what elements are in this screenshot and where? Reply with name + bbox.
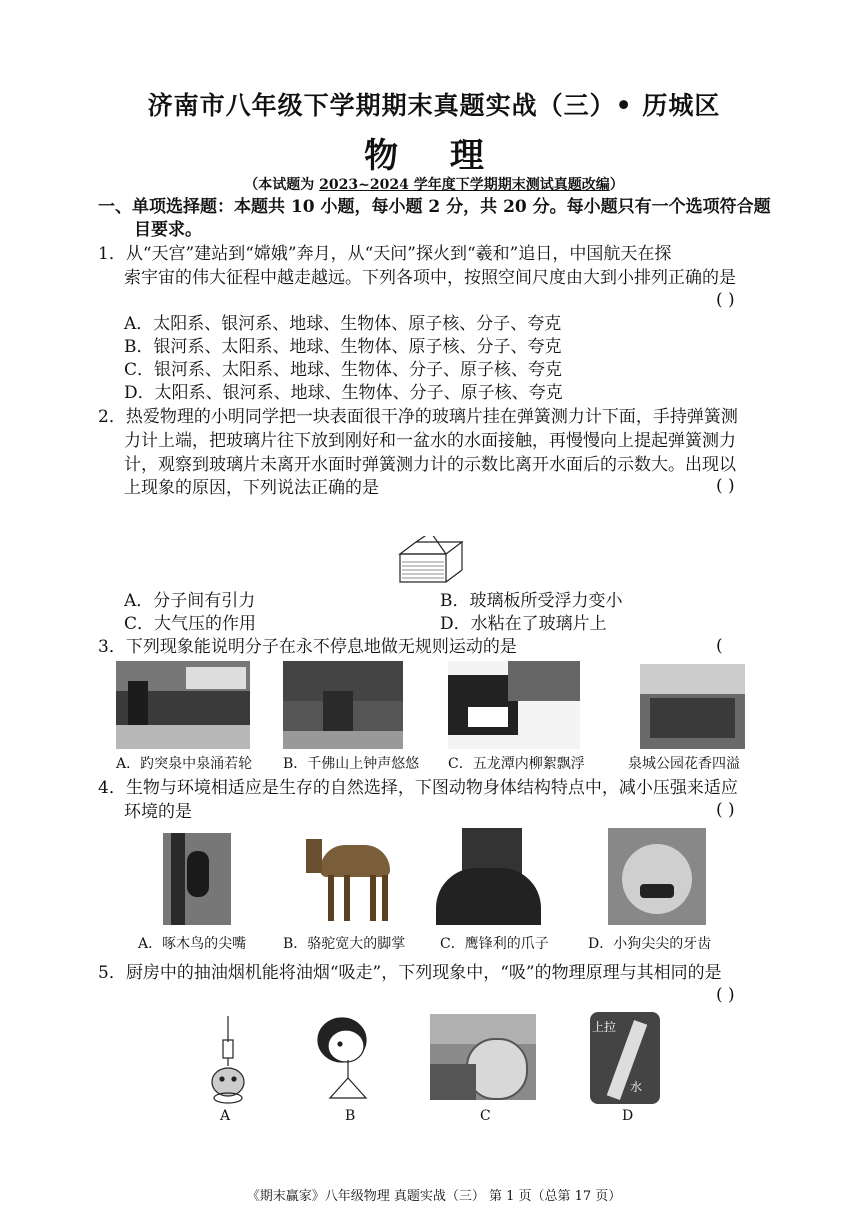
q3-caption-a: A．趵突泉中泉涌若轮: [116, 756, 253, 772]
q4-caption-a: A．啄木鸟的尖嘴: [138, 936, 247, 952]
section-heading: 一、单项选择题：本题共 10 小题，每小题 2 分，共 20 分。每小题只有一个选项符合题: [98, 197, 771, 217]
q3-caption-c: C．五龙潭内柳絮飘浮: [448, 756, 585, 772]
photo-park-flowers: [640, 664, 745, 749]
q3-answer-paren: (: [716, 636, 723, 656]
q4-caption-d: D．小狗尖尖的牙齿: [588, 936, 712, 952]
q2-option-a: A．分子间有引力: [124, 591, 256, 611]
glass-in-water-figure: [398, 536, 466, 586]
q5-answer-paren: ( ): [716, 985, 735, 1005]
q2-stem-4: 上现象的原因，下列说法正确的是: [124, 478, 379, 498]
photo-eagle-claws: [436, 828, 541, 925]
figure-d-suction-tube: [590, 1012, 660, 1104]
q5-label-c: C: [480, 1108, 491, 1124]
q4-caption-c: C．鹰锋利的爪子: [440, 936, 549, 952]
q1-answer-paren: ( ): [716, 290, 735, 310]
page-footer: 《期末赢家》八年级物理 真题实战（三） 第 1 页（总第 17 页）: [246, 1189, 622, 1204]
q5-stem: 5．厨房中的抽油烟机能将油烟“吸走”，下列现象中，“吸”的物理原理与其相同的是: [98, 963, 722, 983]
q2-option-d: D．水粘在了玻璃片上: [440, 614, 607, 634]
q1-option-a: A．太阳系、银河系、地球、生物体、原子核、分子、夸克: [124, 314, 562, 334]
photo-spring-fountain: [116, 661, 250, 749]
q4-stem-cont: 环境的是: [124, 802, 192, 822]
photo-dog-teeth: [608, 828, 706, 925]
q1-option-c: C．银河系、太阳系、地球、生物体、分子、原子核、夸克: [124, 360, 563, 380]
q5-label-a: A: [220, 1108, 231, 1124]
q3-caption-d: 泉城公园花香四溢: [628, 756, 740, 772]
figure-d-label-pull: 上拉: [592, 1020, 617, 1034]
figure-d-label-water: 水: [630, 1080, 643, 1094]
source-note: （本试题为 2023~2024 学年度下学期期末测试真题改编）: [244, 177, 624, 193]
photo-bell-tower: [283, 661, 403, 749]
q1-stem-cont: 索宇宙的伟大征程中越走越远。下列各项中，按照空间尺度由大到小排列正确的是: [124, 268, 736, 288]
q5-label-b: B: [345, 1108, 356, 1124]
q4-stem: 4．生物与环境相适应是生存的自然选择，下图动物身体结构特点中，减小压强来适应: [98, 778, 738, 798]
q2-stem-2: 力计上端，把玻璃片往下放到刚好和一盆水的水面接触，再慢慢向上提起弹簧测力: [124, 431, 736, 451]
q4-answer-paren: ( ): [716, 800, 735, 820]
q3-stem: 3．下列现象能说明分子在永不停息地做无规则运动的是: [98, 637, 517, 657]
q2-stem: 2．热爱物理的小明同学把一块表面很干净的玻璃片挂在弹簧测力计下面，手持弹簧测: [98, 407, 738, 427]
q3-caption-b: B．千佛山上钟声悠悠: [283, 756, 420, 772]
q4-caption-b: B．骆驼宽大的脚掌: [283, 936, 406, 952]
exam-title: 济南市八年级下学期期末真题实战（三）• 历城区: [147, 91, 721, 120]
q2-option-c: C．大气压的作用: [124, 614, 257, 634]
q1-option-b: B．银河系、太阳系、地球、生物体、原子核、分子、夸克: [124, 337, 562, 357]
q2-answer-paren: ( ): [716, 476, 735, 496]
q1-option-d: D．太阳系、银河系、地球、生物体、分子、原子核、夸克: [124, 383, 563, 403]
q2-stem-3: 计，观察到玻璃片未离开水面时弹簧测力计的示数比离开水面后的示数大。出现以: [124, 455, 736, 475]
photo-woodpecker: [163, 833, 231, 925]
photo-willow-catkins: [448, 661, 580, 749]
subject-title: 物 理: [364, 136, 504, 176]
figure-c-glass-bulb: [430, 1014, 536, 1100]
q1-stem: 1．从“天宫”建站到“嫦娥”奔月，从“天问”探火到“羲和”追日，中国航天在探: [98, 244, 672, 264]
photo-camel: [300, 833, 398, 925]
q2-option-b: B．玻璃板所受浮力变小: [440, 591, 623, 611]
q5-label-d: D: [622, 1108, 634, 1124]
section-heading-cont: 目要求。: [134, 220, 202, 240]
figure-a-hanging-toy: [205, 1016, 251, 1104]
figure-b-boy-sucking: [308, 1014, 378, 1104]
